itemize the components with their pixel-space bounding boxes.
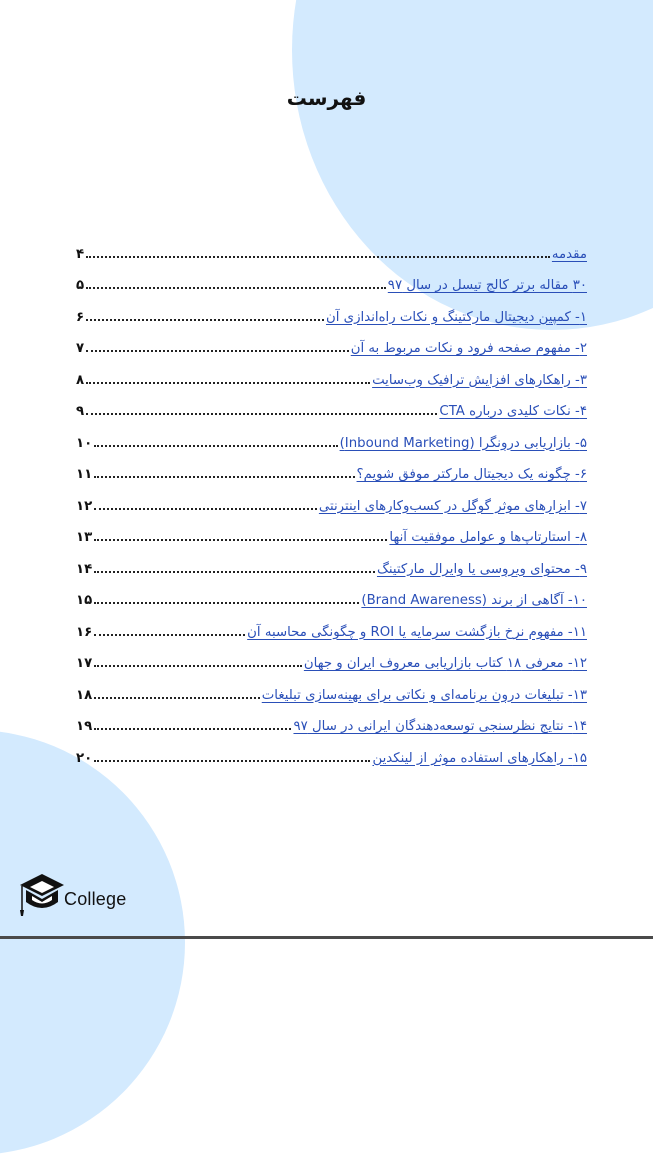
toc-entry-label[interactable]: ۲- مفهوم صفحه فرود و نکات مربوط به آن <box>350 341 587 356</box>
toc-entry-page: ۱۰ <box>76 435 93 451</box>
toc-entry-page: ۸ <box>76 372 85 388</box>
toc-entry-page: ۱۳ <box>76 530 93 545</box>
toc-entry-page: ۱۸ <box>76 687 93 703</box>
toc-entry[interactable] <box>76 703 587 735</box>
toc-entry-label[interactable]: ۶- چگونه یک دیجیتال مارکتر موفق شویم؟ <box>356 467 587 482</box>
toc-leader-dots <box>94 445 337 447</box>
toc-leader-dots <box>94 571 375 573</box>
toc-leader-dots <box>94 602 359 604</box>
toc-entry-label[interactable]: ۱۲- معرفی ۱۸ کتاب بازاریابی معروف ایران و جهان <box>303 656 587 671</box>
toc-leader-dots <box>94 728 291 730</box>
toc-leader-dots <box>94 697 260 699</box>
toc-entry-page: ۱۹ <box>76 719 93 734</box>
toc-leader-dots <box>94 508 317 510</box>
toc-entry-page: ۱۲ <box>76 498 93 514</box>
toc-leader-dots <box>94 476 354 478</box>
toc-entry-label[interactable]: ۱- کمپین دیجیتال مارکتینگ و نکات راه‌اندازی آن <box>326 309 587 325</box>
toc-entry[interactable] <box>76 640 587 672</box>
toc-leader-dots <box>86 287 386 289</box>
toc-entry-page: ۴ <box>76 246 85 262</box>
toc-leader-dots <box>86 319 324 321</box>
toc-entry-page: ۱۱ <box>76 467 93 482</box>
toc-entry[interactable] <box>76 734 587 766</box>
toc-entry-label[interactable]: ۱۱- مفهوم نرخ بازگشت سرمایه یا ROI و چگونگی محاسبه آن <box>247 624 587 640</box>
toc-entry-label[interactable]: ۷- ابزارهای موثر گوگل در کسب‌وکارهای اینترنتی <box>318 498 587 514</box>
toc-entry[interactable] <box>76 293 587 325</box>
toc-entry[interactable] <box>76 482 587 514</box>
toc-leader-dots <box>94 665 302 667</box>
toc-entry-label[interactable]: ۱۰- آگاهی از برند (Brand Awareness) <box>361 593 587 608</box>
toc-entry-label[interactable]: ۱۳- تبلیغات درون برنامه‌ای و نکاتی برای بهینه‌سازی تبلیغات <box>261 687 587 703</box>
toc-entry[interactable] <box>76 451 587 483</box>
toc-entry[interactable] <box>76 671 587 703</box>
toc-entry-page: ۷ <box>76 341 85 356</box>
toc-leader-dots <box>86 350 349 352</box>
toc-leader-dots <box>94 539 387 541</box>
toc-entry-page: ۶ <box>76 309 85 325</box>
toc-leader-dots <box>86 382 370 384</box>
page-title: فهرست <box>286 86 367 110</box>
toc-entry-page: ۵ <box>76 278 85 293</box>
toc-entry-label[interactable]: ۱۵- راهکارهای استفاده موثر از لینکدین <box>372 750 587 766</box>
toc-entry[interactable] <box>76 325 587 357</box>
toc-entry-page: ۱۵ <box>76 593 93 608</box>
toc-entry-label[interactable]: ۴- نکات کلیدی درباره CTA <box>439 404 587 419</box>
toc-leader-dots <box>86 413 437 415</box>
toc-entry-label[interactable]: ۳- راهکارهای افزایش ترافیک وب‌سایت <box>372 372 587 388</box>
toc-entry[interactable] <box>76 419 587 451</box>
toc-leader-dots <box>94 634 245 636</box>
toc-entry-page: ۱۷ <box>76 656 93 671</box>
table-of-contents <box>76 230 587 766</box>
logo-text: College <box>64 889 127 909</box>
decorative-circle-bottom <box>0 730 185 1155</box>
toc-entry[interactable] <box>76 545 587 577</box>
toc-entry-label[interactable]: ۳۰ مقاله برتر کالج تیسل در سال ۹۷ <box>387 278 587 293</box>
toc-entry[interactable] <box>76 577 587 609</box>
toc-leader-dots <box>94 760 370 762</box>
toc-entry-page: ۲۰ <box>76 750 93 766</box>
toc-entry-page: ۱۴ <box>76 561 93 577</box>
toc-entry-label[interactable]: ۵- بازاریابی درونگرا (Inbound Marketing) <box>339 435 587 451</box>
toc-leader-dots <box>86 256 550 258</box>
toc-entry-label[interactable]: ۱۴- نتایج نظرسنجی توسعه‌دهندگان ایرانی در سال ۹۷ <box>293 719 587 734</box>
graduation-cap-icon <box>20 872 66 922</box>
college-logo <box>20 872 130 922</box>
toc-entry-label[interactable]: مقدمه <box>551 246 587 262</box>
toc-entry[interactable] <box>76 262 587 294</box>
toc-entry[interactable] <box>76 388 587 420</box>
toc-entry-page: ۹ <box>76 404 85 419</box>
toc-entry-page: ۱۶ <box>76 624 93 640</box>
toc-entry[interactable] <box>76 514 587 546</box>
toc-entry[interactable] <box>76 356 587 388</box>
toc-entry-label[interactable]: ۸- استارتاپ‌ها و عوامل موفقیت آنها <box>389 530 587 545</box>
toc-entry[interactable] <box>76 608 587 640</box>
toc-entry[interactable] <box>76 230 587 262</box>
toc-entry-label[interactable]: ۹- محتوای ویروسی یا وایرال مارکتینگ <box>376 561 587 577</box>
